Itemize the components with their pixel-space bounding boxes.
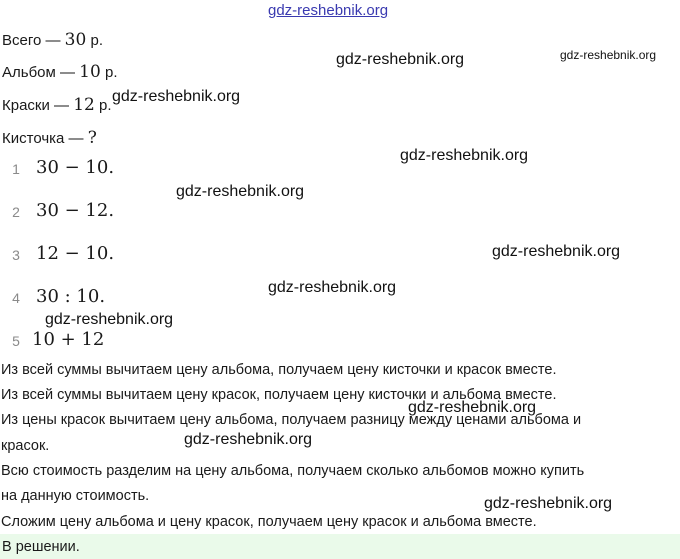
given-album-value: 10 (79, 62, 101, 82)
answer-text: В решении. (2, 539, 80, 555)
option-number-1: 1 (12, 161, 20, 177)
given-album (2, 62, 118, 82)
explanation-line-1: Из всей суммы вычитаем цену альбома, получаем цену кисточки и красок вместе. (1, 362, 557, 378)
watermark: gdz-reshebnik.org (492, 243, 621, 260)
given-total (2, 30, 103, 50)
given-total-unit: р. (90, 32, 103, 49)
watermark: gdz-reshebnik.org (112, 88, 241, 105)
watermark: gdz-reshebnik.org (408, 399, 537, 416)
given-total-label: Всего — (2, 32, 61, 49)
given-brush (2, 128, 97, 148)
watermark-top: gdz-reshebnik.org (268, 2, 389, 19)
given-total-value: 30 (64, 30, 87, 50)
explanation-line-4: красок. (1, 438, 50, 454)
given-paints-unit: р. (99, 97, 112, 114)
option-number-2: 2 (12, 204, 20, 220)
option-number-3: 3 (12, 247, 20, 263)
watermark: gdz-reshebnik.org (484, 495, 613, 512)
given-brush-value: ? (87, 128, 97, 148)
watermark: gdz-reshebnik.org (184, 431, 313, 448)
explanation-line-5: Всю стоимость разделим на цену альбома, получаем сколько альбомов можно купить (1, 463, 585, 479)
answer-bar (0, 534, 680, 559)
option-expression-3: 12 − 10. (36, 243, 115, 264)
option-number-4: 4 (12, 290, 20, 306)
explanation-line-6: на данную стоимость. (1, 488, 150, 504)
given-brush-label: Кисточка — (2, 130, 84, 147)
watermark: gdz-reshebnik.org (45, 311, 174, 328)
option-expression-1: 30 − 10. (36, 157, 115, 178)
given-album-label: Альбом — (2, 64, 75, 81)
option-expression-4: 30 : 10. (36, 286, 106, 307)
option-expression-5: 10 + 12 (32, 329, 105, 350)
watermark: gdz-reshebnik.org (268, 279, 397, 296)
option-expression-2: 30 − 12. (36, 200, 115, 221)
watermark: gdz-reshebnik.org (176, 183, 305, 200)
explanation-line-3: Из цены красок вычитаем цену альбома, получаем разницу между ценами альбома и (1, 412, 582, 428)
explanation-line-2: Из всей суммы вычитаем цену красок, получаем цену кисточки и альбома вместе. (1, 387, 557, 403)
watermark: gdz-reshebnik.org (400, 147, 529, 164)
given-paints (2, 95, 112, 115)
given-album-unit: р. (104, 64, 118, 81)
given-paints-label: Краски — (2, 97, 70, 114)
given-paints-value: 12 (73, 95, 95, 115)
watermark: gdz-reshebnik.org (560, 48, 657, 62)
explanation-line-7: Сложим цену альбома и цену красок, получаем цену красок и альбома вместе. (1, 514, 537, 530)
option-number-5: 5 (12, 333, 20, 349)
watermark: gdz-reshebnik.org (336, 51, 465, 68)
